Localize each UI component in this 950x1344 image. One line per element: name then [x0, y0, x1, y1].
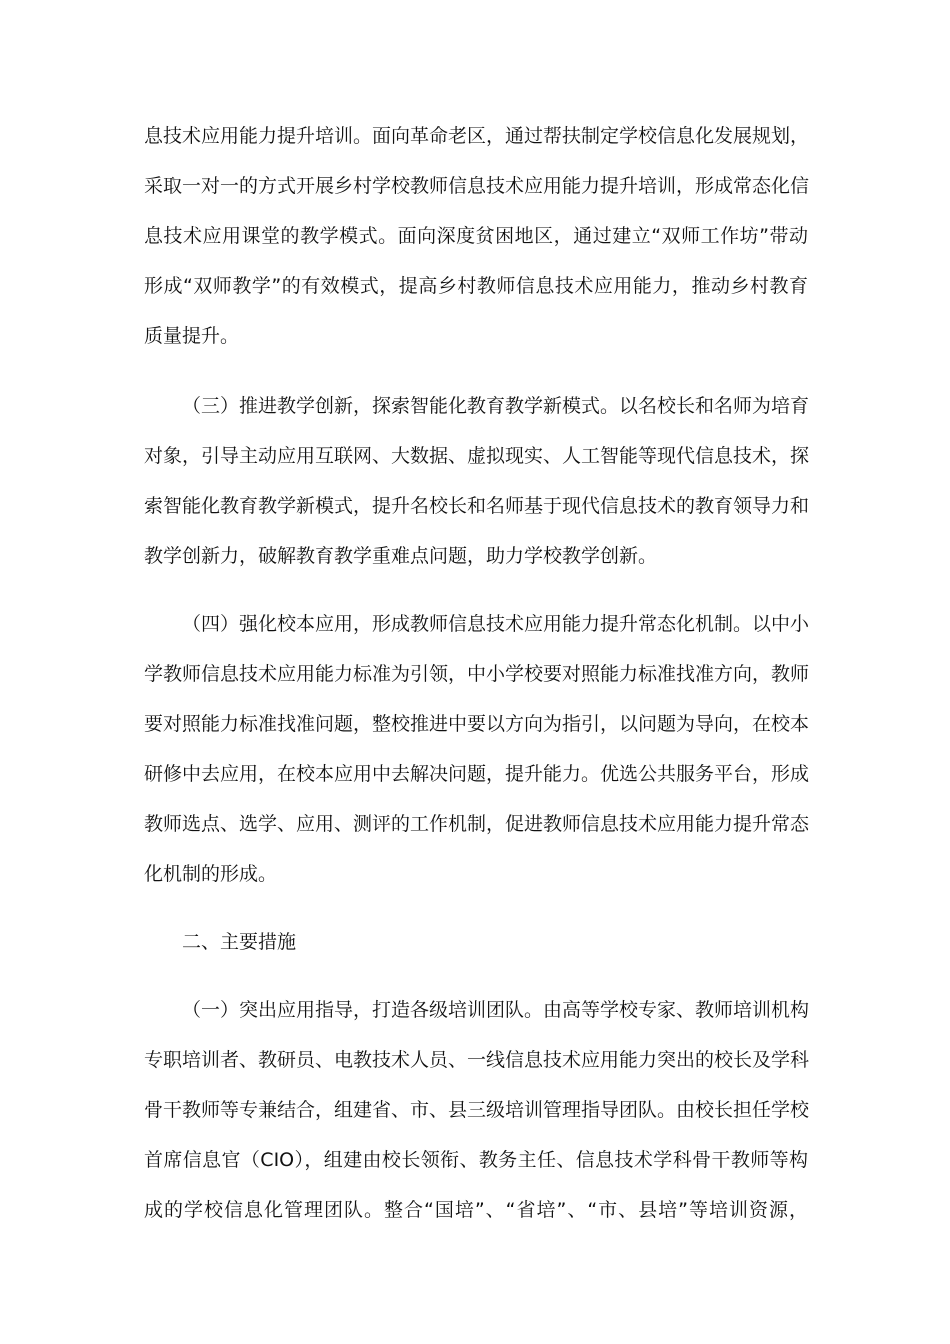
- paragraph-line: 质量提升。: [144, 325, 240, 347]
- paragraph-line: 形成“双师教学”的有效模式，提高乡村教师信息技术应用能力，推动乡村教育: [144, 275, 808, 297]
- paragraph-line: （四）强化校本应用，形成教师信息技术应用能力提升常态化机制。以中小: [182, 613, 810, 635]
- paragraph-line: （一）突出应用指导，打造各级培训团队。由高等学校专家、教师培训机构: [182, 999, 810, 1021]
- paragraph-line: 研修中去应用，在校本应用中去解决问题，提升能力。优选公共服务平台，形成: [144, 763, 810, 785]
- paragraph-line: 要对照能力标准找准问题，整校推进中要以方向为指引，以问题为导向，在校本: [144, 713, 810, 735]
- paragraph-line: 专职培训者、教研员、电教技术人员、一线信息技术应用能力突出的校长及学科: [144, 1049, 810, 1071]
- paragraph-line: 息技术应用课堂的教学模式。面向深度贫困地区，通过建立“双师工作坊”带动: [144, 225, 808, 247]
- paragraph-line: 索智能化教育教学新模式，提升名校长和名师基于现代信息技术的教育领导力和: [144, 495, 810, 517]
- paragraph-line: 息技术应用能力提升培训。面向革命老区，通过帮扶制定学校信息化发展规划，: [144, 125, 810, 147]
- paragraph-line: 化机制的形成。: [144, 863, 278, 885]
- paragraph-line: 首席信息官（CIO），组建由校长领衔、教务主任、信息技术学科骨干教师等构: [144, 1149, 808, 1171]
- paragraph-line: 骨干教师等专兼结合，组建省、市、县三级培训管理指导团队。由校长担任学校: [144, 1099, 810, 1121]
- paragraph-line: （三）推进教学创新，探索智能化教育教学新模式。以名校长和名师为培育: [182, 395, 810, 417]
- section-heading: 二、主要措施: [182, 931, 297, 953]
- paragraph-line: 学教师信息技术应用能力标准为引领，中小学校要对照能力标准找准方向，教师: [144, 663, 810, 685]
- paragraph-line: 教学创新力，破解教育教学重难点问题，助力学校教学创新。: [144, 545, 658, 567]
- paragraph-line: 对象，引导主动应用互联网、大数据、虚拟现实、人工智能等现代信息技术，探: [144, 445, 810, 467]
- paragraph-line: 采取一对一的方式开展乡村学校教师信息技术应用能力提升培训，形成常态化信: [144, 175, 810, 197]
- paragraph-line: 成的学校信息化管理团队。整合“国培”、“省培”、“市、县培”等培训资源，: [144, 1199, 808, 1221]
- paragraph-line: 教师选点、选学、应用、测评的工作机制，促进教师信息技术应用能力提升常态: [144, 813, 810, 835]
